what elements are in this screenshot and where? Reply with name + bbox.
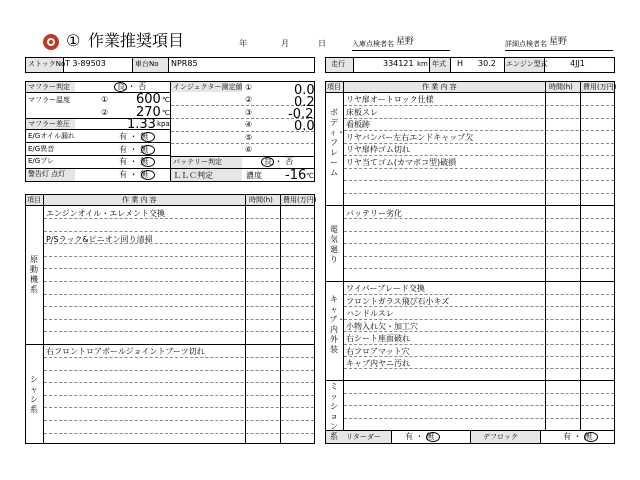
row-divider (44, 256, 314, 257)
mileage-unit: km (417, 60, 428, 68)
detail-inspector-value: 星野 (549, 37, 568, 47)
engine-item-3: P/Sラック&ピニオン回り清掃 (46, 235, 153, 244)
muffler-temp-2-value: 270 (136, 105, 161, 120)
month-label: 月 (281, 39, 289, 48)
row-divider (44, 382, 314, 383)
right-col-time: 時間(h) (549, 83, 573, 91)
detail-inspector-label: 詳細点検者名 (505, 40, 547, 48)
row-divider (344, 143, 614, 144)
row-divider (344, 180, 614, 181)
row-divider (44, 218, 314, 219)
row-divider (344, 218, 614, 219)
eg-oil-leak-label: E/Gオイル漏れ (28, 132, 75, 140)
item-number: ① (66, 31, 81, 50)
body-item-1: リヤ扉オートロック仕様 (346, 95, 434, 104)
concentration-label: 濃度 (246, 171, 262, 180)
engine-item-1: エンジンオイル・エレメント交換 (46, 209, 165, 218)
concentration-value: -16 (285, 168, 307, 183)
body-item-4: リヤバンパー左右エンドキャップ欠 (346, 133, 474, 142)
row-divider (44, 281, 314, 282)
row-divider (344, 193, 614, 194)
stock-label: ストックNo (28, 60, 66, 68)
injector-1-num: ① (245, 83, 253, 92)
body-item-6: リヤ当てゴム(カマボコ型)破損 (346, 158, 457, 167)
cab-item-2: フロントガラス飛び石小キズ (346, 297, 450, 306)
row-divider (344, 368, 614, 369)
chassis-item-1: 右フロントロアボールジョイントブーツ切れ (46, 347, 205, 356)
model-year-era: H (457, 59, 464, 68)
chassis-section-label: シャシ系 (30, 375, 38, 414)
injector-4-value: 0.0 (294, 119, 315, 134)
stock-value: T 3-89503 (65, 59, 106, 68)
row-divider (44, 357, 314, 358)
mission-section-label: ミッション系 (330, 382, 338, 441)
row-divider (344, 344, 614, 345)
retarder-value: 有 ・ 無 (405, 432, 435, 441)
row-divider (44, 306, 314, 307)
eg-noise-value: 有 ・ 無 (119, 145, 149, 154)
intake-inspector-label: 入庫点検者名 (352, 40, 394, 48)
year-label: 年 (239, 39, 247, 48)
body-frame-section-label: ボディ・フレーム (329, 108, 345, 177)
engine-type-value: 4JJ1 (570, 59, 585, 68)
eg-shake-label: E/Gブレ (28, 157, 54, 165)
injector-2-value: 0.2 (294, 95, 315, 110)
row-divider (344, 105, 614, 106)
warning-light-value: 有 ・ 無 (119, 170, 149, 179)
row-divider (344, 393, 614, 394)
engine-type-label: エンジン型式 (506, 60, 548, 68)
right-col-content: 作 業 内 容 (422, 83, 457, 91)
body-item-3: 看板跡 (346, 120, 370, 129)
row-divider (344, 306, 614, 307)
electric-section-label: 電気廻り (330, 225, 338, 264)
row-divider (44, 331, 314, 332)
injector-label: インジェクター測定値 (173, 83, 243, 91)
row-divider (344, 294, 614, 295)
muffler-judge-value: 良 ・ 否 (117, 82, 147, 91)
row-divider (344, 405, 614, 406)
muffler-temp-1-num: ① (101, 95, 109, 104)
cab-item-5: 右シート座面破れ (346, 334, 410, 343)
muffler-judge-label: マフラー判定 (28, 83, 70, 91)
mileage-value: 334121 (383, 59, 414, 68)
llc-judge-label: ＬＬＣ判定 (173, 171, 213, 180)
injector-2-num: ② (245, 95, 253, 104)
right-col-item: 項目 (327, 83, 341, 91)
row-divider (344, 155, 614, 156)
body-item-2: 床板スレ (346, 108, 378, 117)
engine-section-label: 原動機系 (30, 255, 38, 294)
row-divider (344, 243, 614, 244)
eg-shake-value: 有 ・ 無 (119, 157, 149, 166)
eg-oil-leak-value: 有 ・ 無 (119, 132, 149, 141)
left-col-cost: 費用(万円) (283, 196, 317, 204)
company-logo-icon (43, 34, 59, 50)
cab-item-6: 右フロアマット穴 (346, 347, 410, 356)
row-divider (344, 331, 614, 332)
row-divider (44, 268, 314, 269)
injector-4-num: ④ (245, 120, 253, 129)
muffler-temp-1-value: 600 (136, 92, 161, 107)
chassis-no-label: 車台No (135, 60, 159, 68)
electric-item-1: バッテリー劣化 (346, 209, 402, 218)
cab-item-1: ワイパーブレード交換 (346, 284, 425, 293)
row-divider (344, 118, 614, 119)
injector-5-num: ⑤ (245, 133, 253, 142)
row-divider (344, 130, 614, 131)
row-divider (344, 231, 614, 232)
muffler-diff-value: 1.33 (127, 117, 156, 132)
muffler-diff-label: マフラー差圧 (28, 120, 70, 128)
row-divider (344, 168, 614, 169)
row-divider (344, 418, 614, 419)
battery-judge-value: 良 ・ 否 (264, 157, 294, 166)
row-divider (44, 370, 314, 371)
concentration-unit: ℃ (306, 172, 314, 180)
row-divider (44, 420, 314, 421)
row-divider (44, 395, 314, 396)
muffler-temp-1-unit: ℃ (162, 96, 170, 104)
left-col-item: 項目 (27, 196, 41, 204)
row-divider (344, 268, 614, 269)
model-year-label: 年式 (432, 60, 446, 68)
muffler-temp-2-num: ② (101, 108, 109, 117)
body-item-5: リヤ扉枠ゴム切れ (346, 145, 410, 154)
eg-noise-label: E/G異音 (28, 145, 55, 153)
left-col-content: 作 業 内 容 (122, 196, 157, 204)
intake-inspector-value: 星野 (396, 37, 415, 47)
right-col-cost: 費用(万円) (583, 83, 617, 91)
row-divider (44, 294, 314, 295)
row-divider (44, 319, 314, 320)
diff-lock-value: 有 ・ 無 (563, 432, 593, 441)
muffler-temp-2-unit: ℃ (162, 109, 170, 117)
warning-light-label: 警告灯 点灯 (28, 170, 66, 178)
row-divider (344, 256, 614, 257)
cab-item-3: ハンドルスレ (346, 309, 394, 318)
injector-3-value: -0.2 (288, 107, 314, 122)
left-col-time: 時間(h) (249, 196, 273, 204)
row-divider (44, 433, 314, 434)
row-divider (344, 319, 614, 320)
row-divider (44, 231, 314, 232)
muffler-temp-label: マフラー温度 (28, 96, 70, 104)
row-divider (44, 407, 314, 408)
chassis-no-value: NPR85 (171, 59, 198, 68)
day-label: 日 (318, 39, 326, 48)
injector-1-value: 0.0 (294, 83, 315, 98)
mileage-label: 走行 (331, 60, 345, 68)
retarder-label: リターダー (346, 433, 381, 441)
injector-6-num: ⑥ (245, 145, 253, 154)
model-year-value: 30.2 (478, 59, 496, 68)
diff-lock-label: デフロック (483, 433, 518, 441)
row-divider (344, 356, 614, 357)
muffler-diff-unit: kpa (157, 120, 170, 128)
cab-item-4: 小物入れ欠・加工穴 (346, 322, 418, 331)
battery-judge-label: バッテリー判定 (173, 158, 222, 166)
page-title: 作業推奨項目 (88, 31, 185, 50)
cab-item-7: キャブ内ヤニ汚れ (346, 359, 410, 368)
cab-section-label: キャブ・内外装 (329, 295, 345, 354)
injector-3-num: ③ (245, 108, 253, 117)
